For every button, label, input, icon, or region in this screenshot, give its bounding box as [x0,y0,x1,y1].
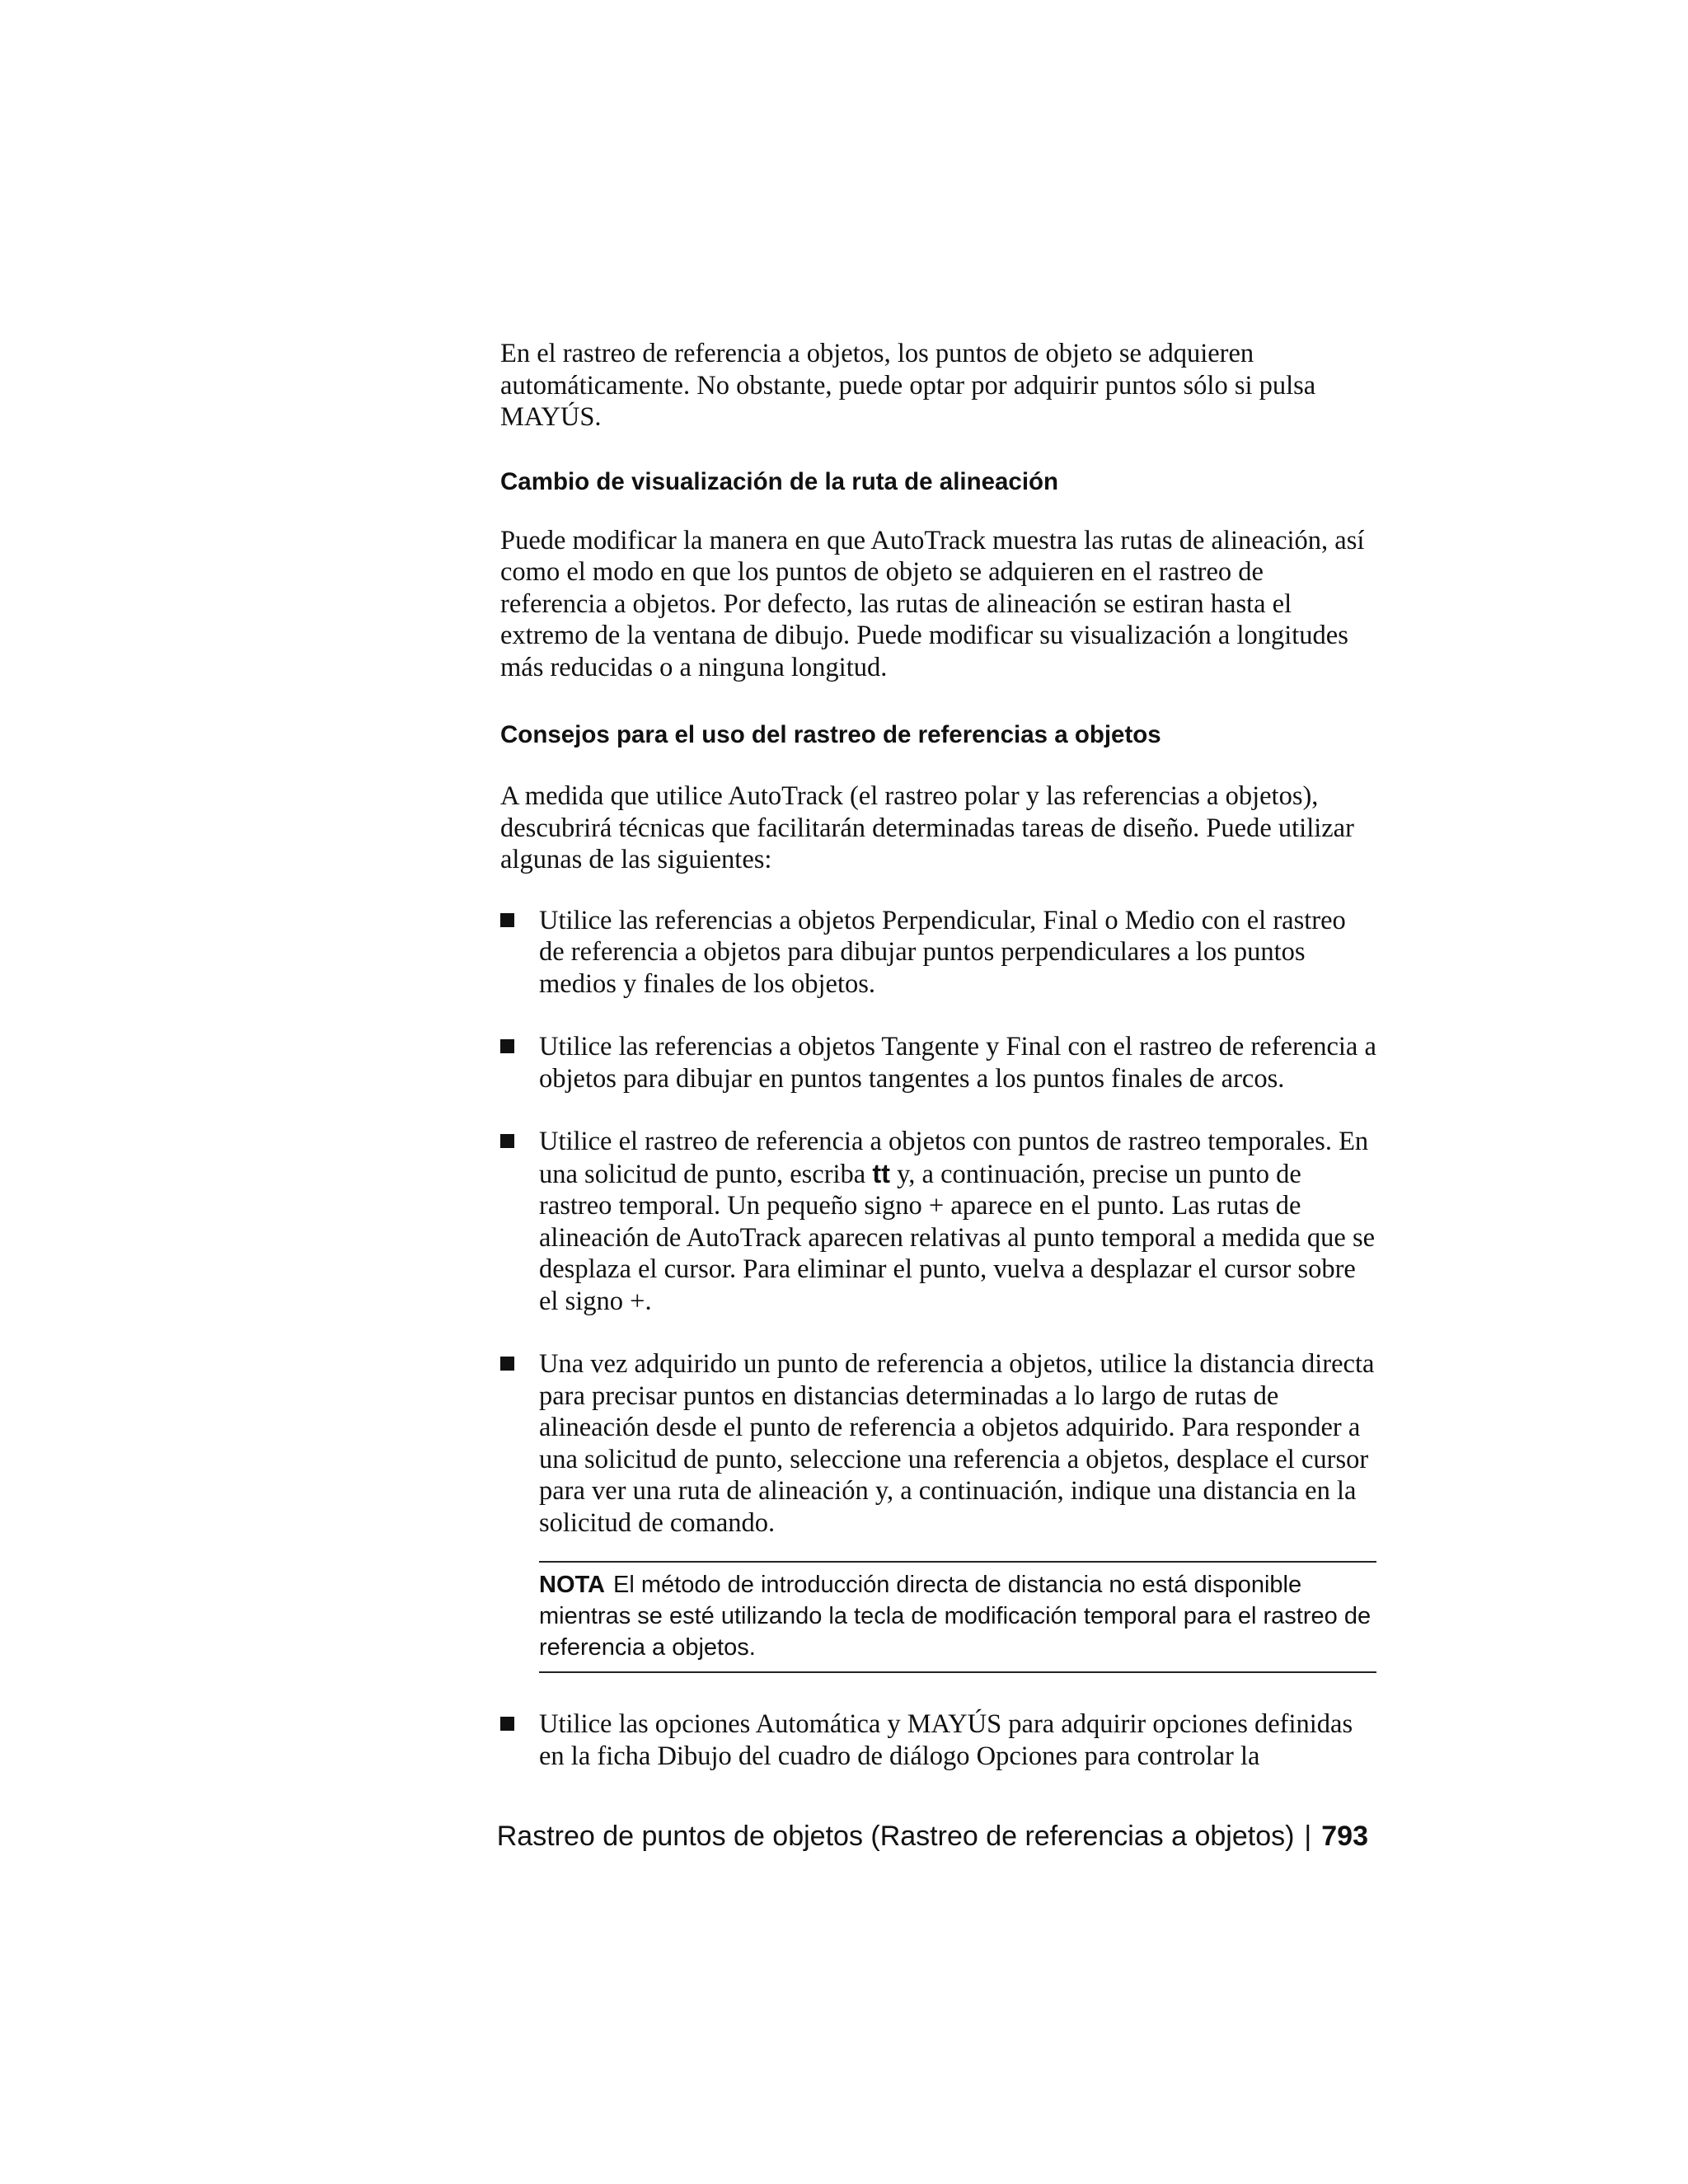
command-keyword: tt [872,1158,891,1188]
list-item [500,1708,1376,1772]
list-item [500,1031,1376,1094]
list-item-text: Utilice las referencias a objetos Perpendicular, Final o Medio con el rastreo de referencia a objetos para dibujar puntos perpendiculares a los puntos medios y finales de los objetos. [539,905,1346,999]
square-bullet-icon [500,913,514,927]
list-item-text-part: y, a continuación, precise un punto de rastreo temporal. Un pequeño signo + aparece en el punto. Las rutas de alineación de AutoTrack aparecen relativas al punto temporal a medida que se desplaza el cursor. Para eliminar el punto, vuelva a desplazar el cursor sobre el signo +. [539,1159,1376,1316]
note-label: NOTA [539,1572,606,1598]
text-column [500,338,1376,1772]
list-item-text: Utilice las referencias a objetos Tangente y Final con el rastreo de referencia a objetos para dibujar en puntos tangentes a los puntos finales de arcos. [539,1032,1376,1094]
footer-title: Rastreo de puntos de objetos (Rastreo de referencias a objetos) [496,1821,1295,1852]
note-text: El método de introducción directa de distancia no está disponible mientras se esté utilizando la tecla de modificación temporal para el rastreo de referencia a objetos. [539,1572,1372,1661]
alignment-path-paragraph: Puede modificar la manera en que AutoTrack muestra las rutas de alineación, así como el modo en que los puntos de objeto se adquieren en el rastreo de referencia a objetos. Por defecto, las rutas de alineación se estiran hasta el extremo de la ventana de dibujo. Puede modificar su visualización a longitudes más reducidas o a ninguna longitud. [500,525,1365,682]
square-bullet-icon [500,1039,514,1053]
list-item [500,1126,1376,1317]
square-bullet-icon [500,1357,514,1371]
list-item-text: Utilice las opciones Automática y MAYÚS para adquirir opciones definidas en la ficha Dibujo del cuadro de diálogo Opciones para controlar la [539,1709,1353,1771]
footer-separator: | [1304,1821,1312,1852]
list-item [500,905,1376,1001]
section-heading-tips: Consejos para el uso del rastreo de referencias a objetos [500,721,1161,748]
list-item-text: Una vez adquirido un punto de referencia a objetos, utilice la distancia directa para precisar puntos en distancias determinadas a lo largo de rutas de alineación desde el punto de referencia a objetos adquirido. Para responder a una solicitud de punto, seleccione una referencia a objetos, desplace el cursor para ver una ruta de alineación y, a continuación, indique una distancia en la solicitud de comando. [539,1349,1375,1538]
section-heading-alignment-path: Cambio de visualización de la ruta de alineación [500,467,1059,495]
page-footer [497,1820,1368,1853]
square-bullet-icon [500,1717,514,1731]
list-item [500,1348,1376,1539]
tips-list-continued [500,1708,1376,1772]
tips-paragraph: A medida que utilice AutoTrack (el rastreo polar y las referencias a objetos), descubrirá técnicas que facilitarán determinadas tareas de diseño. Puede utilizar algunas de las siguientes: [500,781,1354,874]
list-item-text-part: Utilice el rastreo de referencia a objetos con puntos de rastreo temporales. En una solicitud de punto, escriba [539,1127,1369,1189]
square-bullet-icon [500,1134,514,1148]
list-item-text [539,1127,1375,1316]
page-number: 793 [1321,1821,1368,1852]
intro-paragraph: En el rastreo de referencia a objetos, los puntos de objeto se adquieren automáticamente. No obstante, puede optar por adquirir puntos sólo si pulsa MAYÚS. [500,339,1316,432]
note-box [539,1561,1376,1673]
tips-list [500,905,1376,1540]
